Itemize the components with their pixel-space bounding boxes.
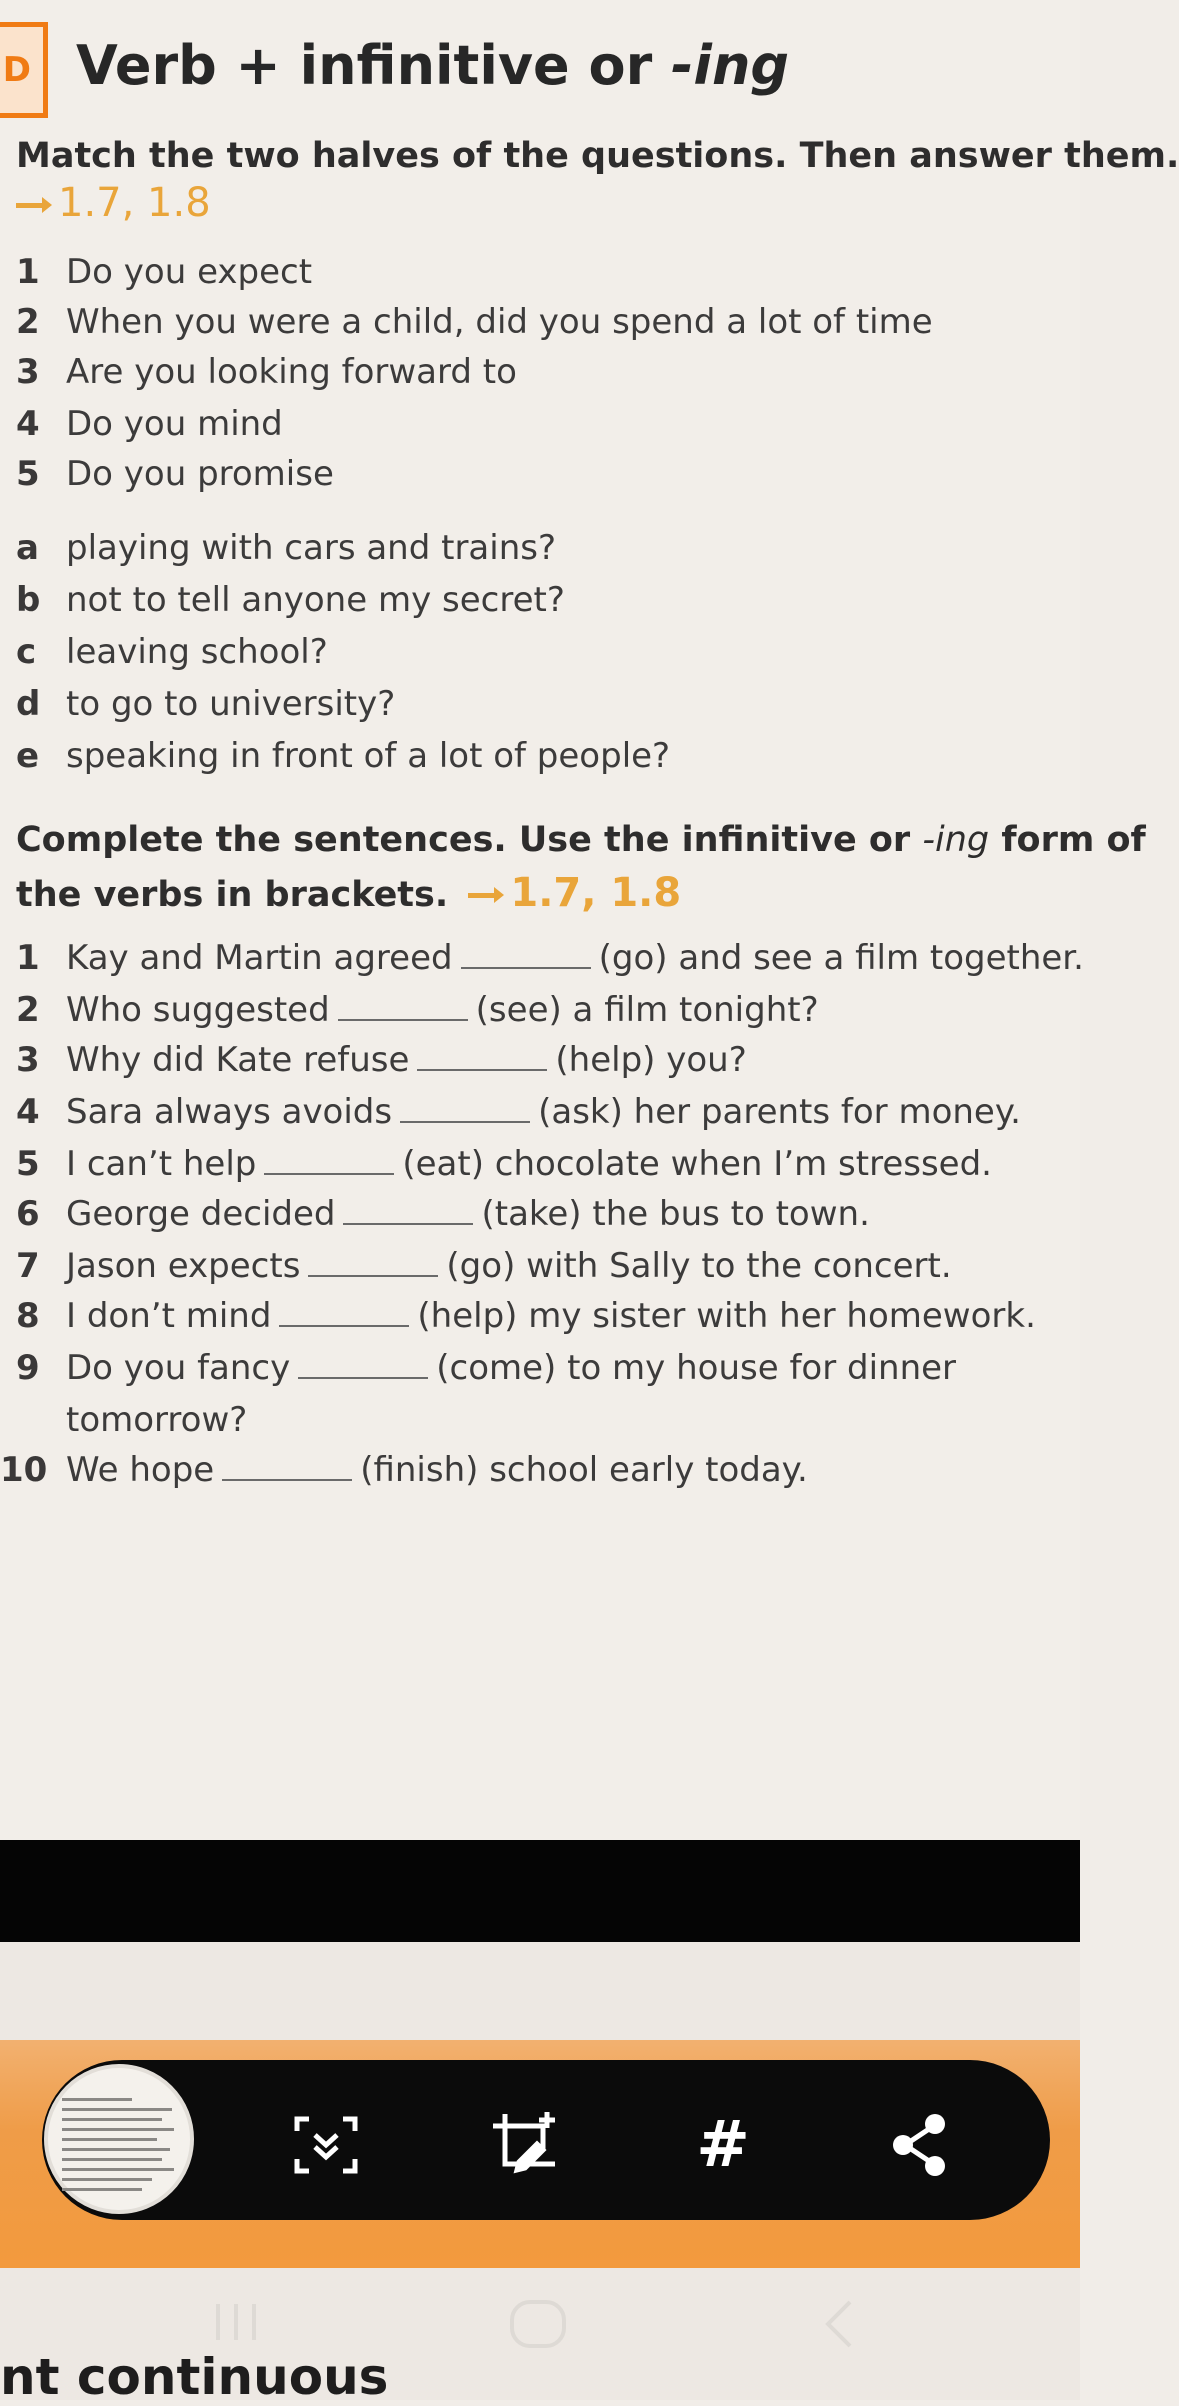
answer-blank[interactable]: [308, 1274, 438, 1277]
item-number: 2: [16, 990, 40, 1030]
sentence-item: [16, 1040, 747, 1080]
hashtag-icon[interactable]: #: [696, 2108, 750, 2182]
item-number: 8: [16, 1296, 40, 1336]
complete-instruction-line2: the verbs in brackets. 1.7, 1.8: [16, 870, 682, 916]
sentence-start: Do you fancy: [66, 1348, 291, 1388]
item-number: 6: [16, 1194, 40, 1234]
item-number: a: [16, 528, 39, 568]
black-bar: [0, 1840, 1080, 1942]
crop-edit-icon[interactable]: [479, 2100, 569, 2190]
answer-blank[interactable]: [264, 1172, 394, 1175]
sentence-start: I can’t help: [66, 1144, 257, 1184]
answer-item: [16, 580, 565, 620]
complete-instruction: Complete the sentences. Use the infinitive or -ing form of: [16, 820, 1146, 860]
sentence-end: (eat) chocolate when I’m stressed.: [402, 1144, 992, 1184]
question-text: When you were a child, did you spend a lot of time: [66, 302, 933, 342]
sentence-end: (go) and see a film together.: [598, 938, 1084, 978]
sentence-item: [16, 990, 819, 1030]
item-number: 5: [16, 1144, 40, 1184]
sentence-start: Kay and Martin agreed: [66, 938, 453, 978]
item9-continuation: tomorrow?: [66, 1400, 248, 1440]
home-icon[interactable]: [508, 2298, 568, 2354]
question-item: [16, 404, 283, 444]
sentence-item: [16, 1348, 956, 1388]
answer-blank[interactable]: [298, 1376, 428, 1379]
item-number: b: [16, 580, 41, 620]
sentence-end: (come) to my house for dinner: [436, 1348, 957, 1388]
question-text: Are you looking forward to: [66, 352, 517, 392]
sentence-end: (see) a film tonight?: [475, 990, 819, 1030]
sentence-end: (take) the bus to town.: [481, 1194, 870, 1234]
sentence-start: We hope: [66, 1450, 215, 1490]
question-text: Do you expect: [66, 252, 313, 292]
sentence-start: I don’t mind: [66, 1296, 272, 1336]
sentence-item: [16, 1296, 1036, 1336]
item-number: 5: [16, 454, 40, 494]
recents-icon[interactable]: [212, 2300, 260, 2348]
question-item: [16, 302, 933, 342]
answer-blank[interactable]: [338, 1018, 468, 1021]
answer-text: leaving school?: [66, 632, 328, 672]
sentence-item: [16, 1092, 1021, 1132]
answer-blank[interactable]: [417, 1068, 547, 1071]
question-text: Do you mind: [66, 404, 283, 444]
answer-text: playing with cars and trains?: [66, 528, 557, 568]
page-bottom-text: nt continuous: [0, 2348, 389, 2406]
answer-blank[interactable]: [343, 1222, 473, 1225]
sentence-start: Jason expects: [66, 1246, 301, 1286]
arrow-icon: [16, 203, 46, 208]
sentence-item: [16, 1144, 992, 1184]
sentence-end: (go) with Sally to the concert.: [446, 1246, 952, 1286]
item-number: 3: [16, 352, 40, 392]
sentence-item: [16, 938, 1084, 978]
item-number: 4: [16, 1092, 40, 1132]
item-number: 1: [16, 938, 40, 978]
answer-blank[interactable]: [400, 1120, 530, 1123]
section-title: Verb + infinitive or -ing: [76, 34, 790, 97]
sentence-item: [16, 1246, 952, 1286]
sentence-item: [0, 1450, 808, 1490]
item-number: e: [16, 736, 40, 776]
sentence-start: Sara always avoids: [66, 1092, 393, 1132]
sentence-end: (ask) her parents for money.: [538, 1092, 1021, 1132]
answer-blank[interactable]: [461, 966, 591, 969]
item-number: 7: [16, 1246, 40, 1286]
sentence-end: (help) you?: [555, 1040, 747, 1080]
back-icon[interactable]: [820, 2298, 856, 2354]
answer-text: to go to university?: [66, 684, 396, 724]
answer-item: [16, 736, 670, 776]
item-number: 3: [16, 1040, 40, 1080]
sentence-start: Who suggested: [66, 990, 330, 1030]
answer-blank[interactable]: [222, 1478, 352, 1481]
item-number: 1: [16, 252, 40, 292]
sentence-end: (finish) school early today.: [360, 1450, 808, 1490]
answer-text: speaking in front of a lot of people?: [66, 736, 671, 776]
question-item: [16, 454, 334, 494]
arrow-icon: [468, 893, 498, 898]
match-reference: 1.7, 1.8: [16, 180, 211, 226]
item-number: 10: [0, 1450, 48, 1490]
answer-item: [16, 528, 556, 568]
sentence-item: [16, 1194, 870, 1234]
share-icon[interactable]: [874, 2100, 964, 2190]
scroll-capture-icon[interactable]: [281, 2100, 371, 2190]
question-text: Do you promise: [66, 454, 334, 494]
question-item: [16, 352, 517, 392]
sentence-start: Why did Kate refuse: [66, 1040, 410, 1080]
item-number: c: [16, 632, 37, 672]
answer-text: not to tell anyone my secret?: [66, 580, 565, 620]
sentence-start: George decided: [66, 1194, 336, 1234]
screenshot-thumbnail[interactable]: [44, 2064, 194, 2214]
question-item: [16, 252, 312, 292]
answer-item: [16, 684, 395, 724]
item-number: d: [16, 684, 41, 724]
item-number: 9: [16, 1348, 40, 1388]
answer-blank[interactable]: [279, 1324, 409, 1327]
sentence-end: (help) my sister with her homework.: [417, 1296, 1036, 1336]
match-instruction: Match the two halves of the questions. Then answer them.: [16, 136, 1179, 176]
complete-reference: 1.7, 1.8: [468, 870, 681, 916]
answer-item: [16, 632, 328, 672]
section-badge: D: [0, 22, 48, 118]
item-number: 2: [16, 302, 40, 342]
item-number: 4: [16, 404, 40, 444]
